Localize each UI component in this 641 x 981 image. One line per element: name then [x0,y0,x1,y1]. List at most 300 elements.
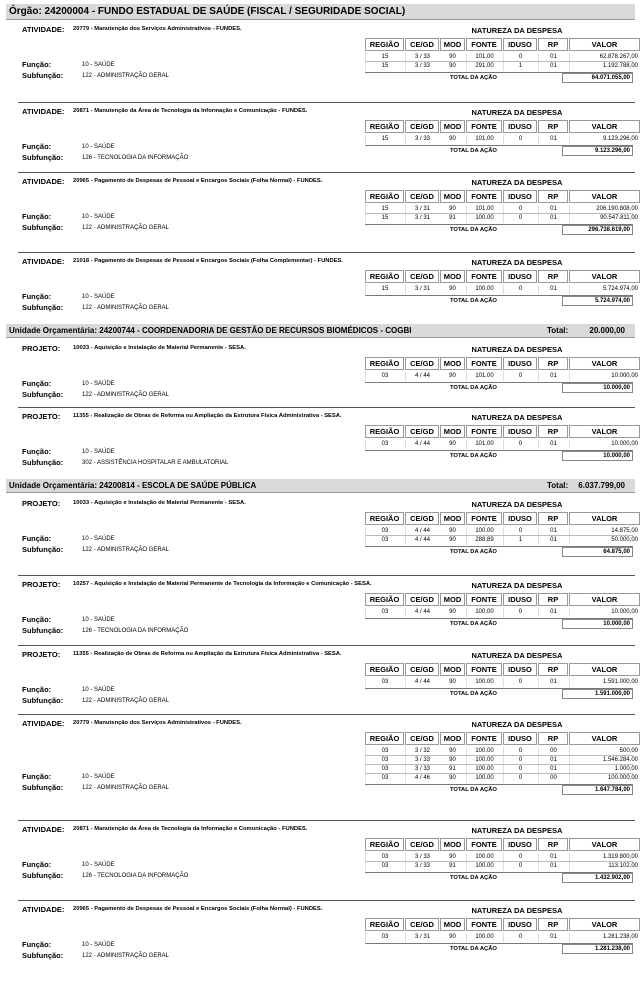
natureza-title: NATUREZA DA DESPESA [471,258,563,267]
col-header: VALOR [569,838,640,851]
col-header: RP [538,425,568,438]
table-cell: 01 [538,53,568,62]
table-cell: 01 [538,214,568,223]
table-cell: 90 [449,54,456,60]
table-cell: 90 [449,286,456,292]
funcao-label: Função: [22,860,52,869]
total-acao-value: 296.738.619,00 [562,225,633,235]
table-cell: 1.192.788,00 [569,62,640,71]
subfuncao-label: Subfunção: [22,71,64,80]
table-row [365,678,641,687]
section-title: Unidade Orçamentária: 24200744 - COORDENADORIA DE GESTÃO DE RECURSOS BIOMÉDICOS - COGBI [9,326,412,335]
table-cell: 101.00 [466,440,502,449]
table-cell: 100.00 [466,678,502,687]
table-cell: 90.547.811,00 [569,214,640,223]
table-cell: 90 [449,854,456,860]
table-cell: 100.00 [466,853,502,862]
action-code: 21018 [73,258,90,264]
total-acao-label: TOTAL DA AÇÃO [450,549,497,555]
funcao-label: Função: [22,142,52,151]
block-separator [18,645,635,646]
col-header: IDUSO [503,663,537,676]
subfuncao-value: 126 - TECNOLOGIA DA INFORMAÇÃO [82,873,189,879]
funcao-value: 10 - SAÚDE [82,381,115,387]
subfuncao-label: Subfunção: [22,303,64,312]
action-total [365,382,633,393]
subfuncao-value: 122 - ADMINISTRAÇÃO GERAL [82,392,170,398]
section-title: Órgão: 24200004 - FUNDO ESTADUAL DE SAÚDE (FISCAL / SEGURIDADE SOCIAL) [9,6,406,17]
action-desc: Aquisição e Instalação de Material Permanente - SESA. [94,500,246,506]
action-desc: Pagamento de Despesas de Pessoal e Encargos Sociais (Folha Normal) - FUNDES. [94,178,323,184]
action-desc: Aquisição e Instalação de Material Permanente de Tecnologia da Informação e Comunicação - SESA. [94,581,372,587]
action-code: 11355 [73,413,89,419]
col-header: MOD [440,270,465,283]
table-cell: 0 [503,853,537,862]
table-cell: 288.89 [466,536,502,545]
table-cell: 0 [503,440,537,449]
subfuncao-value: 126 - TECNOLOGIA DA INFORMAÇÃO [82,155,189,161]
col-header: REGIÃO [365,38,404,51]
action-code: 11355 [73,651,89,657]
table-row [365,372,641,381]
col-header: FONTE [466,120,502,133]
table-cell: 91 [449,766,456,772]
subfuncao-value: 122 - ADMINISTRAÇÃO GERAL [82,73,170,79]
col-header: REGIÃO [365,838,404,851]
action-total [365,618,633,629]
col-header: CE/GD [405,357,439,370]
table-cell: 90 [449,748,456,754]
subfuncao-label: Subfunção: [22,390,64,399]
table-cell: 90 [449,206,456,212]
action-type: PROJETO: [22,580,61,589]
action-total [365,224,633,235]
table-cell: 62.878.267,00 [569,53,640,62]
total-value: 20.000,00 [589,326,625,335]
col-header: REGIÃO [365,190,404,203]
col-header: IDUSO [503,732,537,745]
block-separator [18,102,635,103]
col-header: CE/GD [405,732,439,745]
subfuncao-value: 122 - ADMINISTRAÇÃO GERAL [82,953,170,959]
natureza-title: NATUREZA DA DESPESA [471,581,563,590]
col-header: RP [538,38,568,51]
action-description: 20871 - Manutenção da Área de Tecnologia da Informação e Comunicação - FUNDES. [73,826,308,832]
action-code: 20779 [73,720,90,726]
col-header: CE/GD [405,918,439,931]
total-label: Total: [547,481,569,490]
block-separator [18,820,635,821]
action-description: 10257 - Aquisição e Instalação de Material Permanente de Tecnologia da Informação e Comunicação - SESA. [73,581,372,587]
table-cell: 91 [449,215,456,221]
table-row [365,285,641,294]
table-cell: 291.00 [466,62,502,71]
col-header: MOD [440,663,465,676]
col-header: MOD [440,593,465,606]
table-cell: 90 [449,441,456,447]
action-description: 20779 - Manutenção dos Serviços Administrativos - FUNDES. [73,720,242,726]
table-cell: 1 [503,536,537,545]
col-header: RP [538,663,568,676]
table-cell: 101.00 [466,372,502,381]
table-cell: 3 / 33 [405,53,439,62]
table-cell: 0 [503,933,537,942]
table-row [365,135,641,144]
col-header: CE/GD [405,120,439,133]
unidade-header [6,479,635,493]
col-header: CE/GD [405,593,439,606]
unidade-header [6,324,635,338]
col-header: IDUSO [503,190,537,203]
table-cell: 3 / 33 [405,135,439,144]
table-cell: 0 [503,765,537,774]
natureza-title: NATUREZA DA DESPESA [471,906,563,915]
table-cell: 90 [449,528,456,534]
total-acao-value: 64.875,00 [562,547,633,557]
col-header: CE/GD [405,190,439,203]
action-code: 10033 [73,500,90,506]
table-cell: 15 [365,53,404,62]
funcao-label: Função: [22,534,52,543]
table-cell: 9.123.296,00 [569,135,640,144]
table-header [365,663,641,676]
col-header: MOD [440,838,465,851]
table-cell: 03 [365,862,404,871]
table-cell: 00 [538,774,568,783]
action-desc: Pagamento de Despesas de Pessoal e Encargos Sociais (Folha Complementar) - FUNDES. [94,258,343,264]
table-cell: 14.875,00 [569,527,640,536]
block-separator [18,575,635,576]
action-type: ATIVIDADE: [22,825,65,834]
funcao-label: Função: [22,447,52,456]
table-cell: 01 [538,372,568,381]
col-header: FONTE [466,918,502,931]
table-cell: 100.00 [466,774,502,783]
table-cell: 03 [365,536,404,545]
table-cell: 03 [365,372,404,381]
table-cell: 91 [449,863,456,869]
action-type: ATIVIDADE: [22,719,65,728]
table-row [365,440,641,449]
table-cell: 3 / 31 [405,205,439,214]
funcao-label: Função: [22,212,52,221]
total-value: 6.037.799,00 [578,481,625,490]
col-header: RP [538,593,568,606]
col-header: IDUSO [503,270,537,283]
natureza-title: NATUREZA DA DESPESA [471,651,563,660]
col-header: REGIÃO [365,918,404,931]
subfuncao-label: Subfunção: [22,871,64,880]
table-header [365,838,641,851]
table-cell: 00 [538,747,568,756]
action-description: 10033 - Aquisição e Instalação de Material Permanente - SESA. [73,500,246,506]
col-header: VALOR [569,512,640,525]
col-header: VALOR [569,918,640,931]
table-cell: 03 [365,608,404,617]
col-header: IDUSO [503,357,537,370]
table-cell: 4 / 46 [405,774,439,783]
total-acao-value: 5.724.974,00 [562,296,633,306]
col-header: IDUSO [503,918,537,931]
table-cell: 101.00 [466,135,502,144]
table-cell: 100.00 [466,527,502,536]
natureza-title: NATUREZA DA DESPESA [471,178,563,187]
table-cell: 4 / 44 [405,608,439,617]
table-header [365,593,641,606]
action-type: ATIVIDADE: [22,905,65,914]
action-desc: Realização de Obras de Reforma ou Ampliação da Estrutura Física Administrativa - SESA. [93,413,342,419]
total-acao-value: 10.000,00 [562,383,633,393]
total-acao-value: 1.647.784,00 [562,785,633,795]
table-cell: 4 / 44 [405,678,439,687]
action-type: PROJETO: [22,650,61,659]
col-header: REGIÃO [365,120,404,133]
col-header: CE/GD [405,838,439,851]
table-cell: 4 / 44 [405,440,439,449]
action-total [365,688,633,699]
table-row [365,536,641,545]
table-cell: 0 [503,135,537,144]
table-cell: 10.000,00 [569,372,640,381]
table-cell: 0 [503,862,537,871]
col-header: RP [538,512,568,525]
orgao-header [6,4,635,20]
table-cell: 0 [503,214,537,223]
natureza-title: NATUREZA DA DESPESA [471,826,563,835]
funcao-value: 10 - SAÚDE [82,294,115,300]
table-cell: 15 [365,214,404,223]
subfuncao-value: 122 - ADMINISTRAÇÃO GERAL [82,785,170,791]
table-cell: 0 [503,527,537,536]
table-cell: 0 [503,756,537,765]
table-cell: 01 [538,527,568,536]
table-cell: 03 [365,440,404,449]
action-code: 20871 [73,826,90,832]
table-cell: 1.319.800,00 [569,853,640,862]
table-cell: 100.00 [466,765,502,774]
block-separator [18,252,635,253]
subfuncao-label: Subfunção: [22,626,64,635]
col-header: RP [538,357,568,370]
table-cell: 4 / 44 [405,372,439,381]
total-acao-value: 1.432.902,00 [562,873,633,883]
action-type: PROJETO: [22,344,61,353]
col-header: VALOR [569,593,640,606]
col-header: RP [538,838,568,851]
total-acao-label: TOTAL DA AÇÃO [450,227,497,233]
table-cell: 500,00 [569,747,640,756]
col-header: IDUSO [503,120,537,133]
subfuncao-label: Subfunção: [22,153,64,162]
natureza-title: NATUREZA DA DESPESA [471,108,563,117]
table-cell: 3 / 33 [405,62,439,71]
table-cell: 3 / 33 [405,765,439,774]
natureza-title: NATUREZA DA DESPESA [471,413,563,422]
action-description: 20965 - Pagamento de Despesas de Pessoal e Encargos Sociais (Folha Normal) - FUNDES. [73,906,323,912]
col-header: MOD [440,357,465,370]
table-cell: 10.000,00 [569,440,640,449]
col-header: VALOR [569,357,640,370]
total-acao-label: TOTAL DA AÇÃO [450,453,497,459]
action-type: PROJETO: [22,499,61,508]
total-acao-label: TOTAL DA AÇÃO [450,875,497,881]
table-row [365,933,641,942]
funcao-value: 10 - SAÚDE [82,214,115,220]
col-header: VALOR [569,38,640,51]
table-cell: 113.102,00 [569,862,640,871]
table-cell: 100.00 [466,756,502,765]
col-header: MOD [440,425,465,438]
col-header: FONTE [466,593,502,606]
action-total [365,784,633,795]
action-description: 10033 - Aquisição e Instalação de Material Permanente - SESA. [73,345,246,351]
funcao-label: Função: [22,379,52,388]
table-cell: 1.281.238,00 [569,933,640,942]
subfuncao-label: Subfunção: [22,458,64,467]
table-header [365,425,641,438]
col-header: CE/GD [405,425,439,438]
table-cell: 206.190.808,00 [569,205,640,214]
table-cell: 90 [449,757,456,763]
col-header: FONTE [466,190,502,203]
action-description: 20779 - Manutenção dos Serviços Administrativos - FUNDES. [73,26,242,32]
table-cell: 50.000,00 [569,536,640,545]
table-cell: 03 [365,853,404,862]
table-cell: 100.00 [466,285,502,294]
total-label: Total: [547,326,569,335]
table-cell: 03 [365,747,404,756]
col-header: FONTE [466,357,502,370]
table-header [365,512,641,525]
table-cell: 0 [503,372,537,381]
action-total [365,450,633,461]
total-acao-value: 1.281.238,00 [562,944,633,954]
total-acao-value: 10.000,00 [562,619,633,629]
natureza-title: NATUREZA DA DESPESA [471,26,563,35]
table-cell: 01 [538,765,568,774]
table-header [365,38,641,51]
table-cell: 15 [365,205,404,214]
col-header: RP [538,190,568,203]
table-cell: 15 [365,285,404,294]
total-acao-label: TOTAL DA AÇÃO [450,946,497,952]
funcao-value: 10 - SAÚDE [82,774,115,780]
table-cell: 100.00 [466,214,502,223]
action-code: 20871 [73,108,90,114]
table-cell: 01 [538,853,568,862]
total-acao-label: TOTAL DA AÇÃO [450,385,497,391]
total-acao-label: TOTAL DA AÇÃO [450,691,497,697]
funcao-value: 10 - SAÚDE [82,617,115,623]
col-header: VALOR [569,663,640,676]
section-title: Unidade Orçamentária: 24200814 - ESCOLA DE SAÚDE PÚBLICA [9,481,257,490]
funcao-label: Função: [22,940,52,949]
action-total [365,546,633,557]
action-desc: Realização de Obras de Reforma ou Ampliação da Estrutura Física Administrativa - SESA. [93,651,342,657]
table-cell: 3 / 31 [405,285,439,294]
total-acao-value: 1.591.000,00 [562,689,633,699]
col-header: REGIÃO [365,425,404,438]
natureza-title: NATUREZA DA DESPESA [471,720,563,729]
total-acao-value: 64.071.055,00 [562,73,633,83]
action-type: ATIVIDADE: [22,25,65,34]
action-code: 10257 [73,581,90,587]
table-cell: 3 / 31 [405,933,439,942]
natureza-title: NATUREZA DA DESPESA [471,345,563,354]
col-header: FONTE [466,425,502,438]
action-desc: Manutenção da Área de Tecnologia da Informação e Comunicação - FUNDES. [94,826,308,832]
subfuncao-value: 302 - ASSISTÊNCIA HOSPITALAR E AMBULATORIAL [82,460,229,466]
col-header: RP [538,270,568,283]
action-code: 10033 [73,345,90,351]
table-cell: 5.724.974,00 [569,285,640,294]
table-cell: 01 [538,62,568,71]
table-cell: 0 [503,205,537,214]
col-header: MOD [440,732,465,745]
total-acao-value: 9.123.296,00 [562,146,633,156]
table-header [365,357,641,370]
table-cell: 90 [449,63,456,69]
table-cell: 0 [503,608,537,617]
action-desc: Manutenção dos Serviços Administrativos - FUNDES. [94,26,242,32]
action-type: ATIVIDADE: [22,107,65,116]
table-cell: 0 [503,774,537,783]
table-cell: 10.000,00 [569,608,640,617]
funcao-value: 10 - SAÚDE [82,687,115,693]
col-header: FONTE [466,663,502,676]
action-desc: Aquisição e Instalação de Material Permanente - SESA. [94,345,246,351]
action-total [365,943,633,954]
table-cell: 1.000,00 [569,765,640,774]
col-header: MOD [440,120,465,133]
table-cell: 03 [365,756,404,765]
table-cell: 100.00 [466,933,502,942]
table-cell: 15 [365,62,404,71]
table-cell: 3 / 32 [405,747,439,756]
col-header: MOD [440,190,465,203]
table-cell: 01 [538,440,568,449]
action-total [365,872,633,883]
funcao-value: 10 - SAÚDE [82,62,115,68]
block-separator [18,714,635,715]
table-cell: 0 [503,678,537,687]
subfuncao-label: Subfunção: [22,223,64,232]
action-type: ATIVIDADE: [22,177,65,186]
table-cell: 01 [538,756,568,765]
subfuncao-label: Subfunção: [22,783,64,792]
col-header: IDUSO [503,593,537,606]
total-acao-label: TOTAL DA AÇÃO [450,787,497,793]
col-header: CE/GD [405,663,439,676]
col-header: MOD [440,918,465,931]
action-description: 21018 - Pagamento de Despesas de Pessoal e Encargos Sociais (Folha Complementar) - FUNDES. [73,258,343,264]
table-cell: 0 [503,747,537,756]
funcao-value: 10 - SAÚDE [82,942,115,948]
table-header [365,270,641,283]
col-header: MOD [440,512,465,525]
table-cell: 3 / 33 [405,756,439,765]
col-header: VALOR [569,425,640,438]
table-cell: 03 [365,678,404,687]
table-cell: 90 [449,537,456,543]
action-total [365,145,633,156]
col-header: IDUSO [503,425,537,438]
table-cell: 90 [449,775,456,781]
table-cell: 101.00 [466,205,502,214]
table-cell: 01 [538,933,568,942]
table-row [365,62,641,71]
funcao-label: Função: [22,615,52,624]
